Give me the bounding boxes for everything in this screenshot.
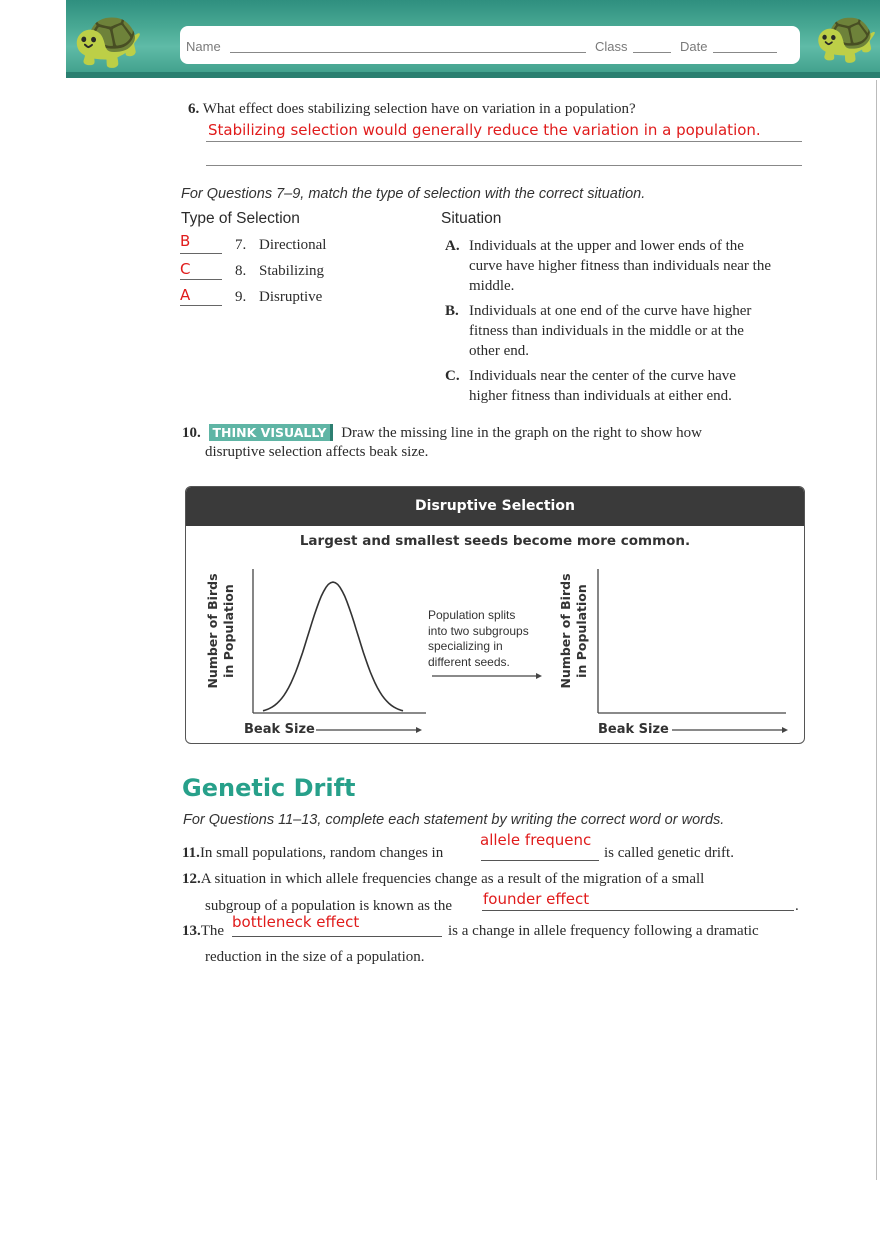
answer-blank [180, 253, 222, 254]
y-label-line: Number of Birds [205, 573, 220, 689]
genetic-drift-instructions: For Questions 11–13, complete each statement by writing the correct word or words. [183, 812, 725, 828]
question-6 [188, 101, 636, 118]
question-number: 6. [188, 101, 200, 117]
situation-letter: A. [445, 238, 460, 254]
situation-line: curve have higher fitness than individuals near the [469, 258, 771, 274]
sea-turtle-icon: 🐢 [72, 6, 145, 71]
question-number: 11. [182, 845, 200, 861]
answer-blank [180, 279, 222, 280]
question-12 [182, 871, 704, 888]
y-label-line: Number of Birds [558, 573, 573, 689]
answer-line [206, 165, 802, 166]
match-number: 9. [235, 289, 247, 305]
answer-blank [180, 305, 222, 306]
question-12-end: . [795, 898, 799, 914]
question-13 [182, 923, 224, 940]
match-instructions: For Questions 7–9, match the type of selection with the correct situation. [181, 186, 646, 202]
y-label-line: in Population [221, 584, 236, 678]
x-arrowhead-right [782, 727, 788, 733]
question-text: In small populations, random changes in [199, 845, 444, 861]
answer-6[interactable]: Stabilizing selection would generally reduce the variation in a population. [208, 121, 761, 139]
question-10 [182, 424, 702, 442]
class-field[interactable] [633, 52, 671, 53]
match-number: 7. [235, 237, 247, 253]
question-text: The [200, 923, 225, 939]
match-answer[interactable]: C [180, 260, 191, 278]
match-label: Directional [259, 237, 327, 253]
situation-header: Situation [441, 210, 502, 227]
note-line: different seeds. [428, 654, 510, 669]
class-label: Class [595, 39, 628, 54]
date-field[interactable] [713, 52, 777, 53]
note-line: into two subgroups [428, 623, 529, 638]
answer-12[interactable]: founder effect [483, 890, 590, 908]
bell-curve-line [263, 582, 403, 711]
x-axis-label-left: Beak Size [244, 722, 315, 737]
x-arrowhead-left [416, 727, 422, 733]
match-label: Disruptive [259, 289, 323, 305]
question-11 [182, 845, 443, 862]
question-13-line-2: reduction in the size of a population. [205, 949, 425, 965]
y-label-line: in Population [574, 584, 589, 678]
situation-letter: C. [445, 368, 460, 384]
type-of-selection-header: Type of Selection [181, 210, 300, 227]
situation-line: Individuals at one end of the curve have higher [469, 303, 752, 319]
match-answer[interactable]: B [180, 232, 191, 250]
situation-letter: B. [445, 303, 459, 319]
question-13-end: is a change in allele frequency following a dramatic [448, 923, 759, 939]
question-11-end: is called genetic drift. [604, 845, 734, 861]
chart-subtitle: Largest and smallest seeds become more common. [299, 533, 691, 549]
disruptive-selection-chart [185, 486, 805, 744]
name-class-date-bar [180, 26, 800, 64]
question-text: A situation in which allele frequencies change as a result of the migration of a small [200, 871, 705, 887]
section-title-genetic-drift: Genetic Drift [182, 774, 356, 802]
x-axis-label-right: Beak Size [598, 722, 669, 737]
chart-title: Disruptive Selection [186, 487, 804, 526]
question-number: 12. [182, 871, 201, 887]
answer-13[interactable]: bottleneck effect [232, 913, 360, 931]
situation-line: Individuals at the upper and lower ends of the [469, 238, 744, 254]
split-note [428, 608, 529, 670]
note-line: specializing in [428, 639, 503, 653]
situation-line: higher fitness than individuals at either end. [469, 388, 732, 404]
page-edge [876, 80, 877, 1180]
match-label: Stabilizing [259, 263, 324, 279]
situation-line: middle. [469, 278, 515, 294]
date-label: Date [680, 39, 708, 54]
situation-line: Individuals near the center of the curve have [469, 368, 736, 384]
answer-blank [481, 860, 599, 861]
sea-turtle-icon-right: 🐢 [814, 9, 879, 66]
question-number: 13. [182, 923, 201, 939]
answer-blank [482, 910, 794, 911]
question-text: Draw the missing line in the graph on the right to show how [341, 425, 702, 441]
answer-11[interactable]: allele frequenc [480, 831, 592, 849]
match-number: 8. [235, 263, 247, 279]
name-label: Name [186, 39, 221, 54]
question-text: What effect does stabilizing selection have on variation in a population? [202, 101, 636, 117]
name-field[interactable] [230, 52, 586, 53]
note-line: Population splits [428, 608, 516, 622]
think-visually-badge: THINK VISUALLY [209, 424, 334, 441]
answer-line [206, 141, 802, 142]
question-10-line-2: disruptive selection affects beak size. [205, 444, 429, 460]
answer-blank [232, 936, 442, 937]
situation-line: fitness than individuals in the middle or at the [469, 323, 744, 339]
question-number: 10. [182, 425, 201, 441]
question-12-line-2: subgroup of a population is known as the [205, 898, 453, 914]
situation-line: other end. [469, 343, 529, 359]
split-arrowhead [536, 673, 542, 679]
match-answer[interactable]: A [180, 286, 191, 304]
